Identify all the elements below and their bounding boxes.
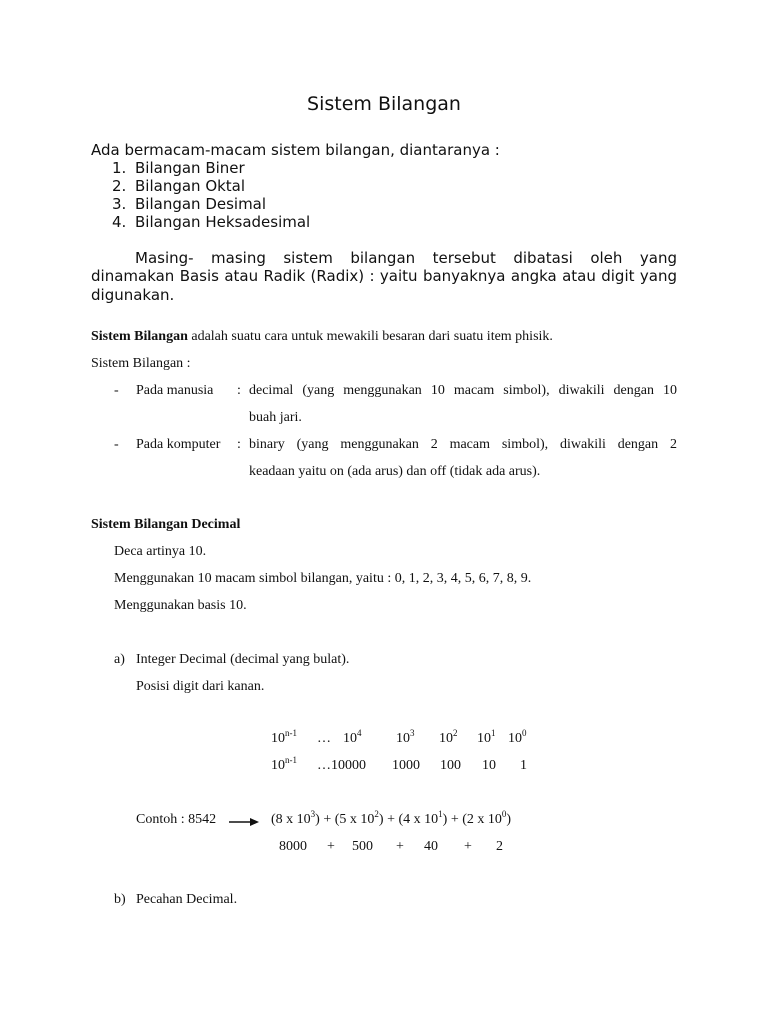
list-item: Bilangan Heksadesimal [135,213,311,231]
power-term: 10$^{n-1}$ [271,728,297,746]
power-term: $10^3$ [396,728,415,746]
definition-term: Sistem Bilangan [91,329,188,344]
item-label: Pada manusia [136,383,214,398]
subsection-marker: a) [114,652,125,667]
sum-operator: + [396,839,404,854]
item-description: decimal (yang menggunakan 10 macam simbol), diwakili dengan 10 [249,383,677,398]
example-label: Contoh : 8542 [136,812,217,827]
power-term: $10^1$ [477,728,496,746]
list-item-number: 4. [112,213,127,231]
paragraph-line: Masing- masing sistem bilangan tersebut dibatasi oleh yang [135,249,677,267]
sistem-heading: Sistem Bilangan : [91,356,191,371]
section-heading [91,517,240,533]
example-expansion: (8 x $10^3) + (5$ x $10^2) + (4$ x $10^1) + (2$ x $10^0$) [271,809,512,827]
paragraph-line: dinamakan Basis atau Radik (Radix) : yaitu banyaknya angka atau digit yang [91,267,677,285]
sum-term: 2 [496,839,503,854]
item-colon: : [237,383,241,398]
sum-term: 500 [352,839,373,854]
place-value: 1000 [392,758,420,773]
item-description: keadaan yaitu on (ada arus) dan off (tidak ada arus). [249,464,541,479]
decimal-line: Menggunakan basis 10. [114,598,247,613]
decimal-line: Menggunakan 10 macam simbol bilangan, yaitu : 0, 1, 2, 3, 4, 5, 6, 7, 8, 9. [114,571,532,586]
item-colon: : [237,437,241,452]
definition-text: adalah suatu cara untuk mewakili besaran dari suatu item phisik. [187,329,553,344]
section-heading-text: Sistem Bilangan Decimal [91,517,241,532]
definition-sentence [91,329,553,345]
power-ellipsis: … [317,731,331,746]
decimal-line: Deca artinya 10. [114,544,207,559]
list-item: Bilangan Biner [135,159,245,177]
subsection-title: Pecahan Decimal. [136,892,238,907]
page-title: Sistem Bilangan [307,93,461,115]
sum-operator: + [327,839,335,854]
power-term: $10^2$ [439,728,458,746]
item-label: Pada komputer [136,437,221,452]
list-item: Bilangan Oktal [135,177,246,195]
list-item-number: 3. [112,195,127,213]
right-arrow-icon [229,817,259,827]
paragraph-line: digunakan. [91,286,175,304]
place-value: 10 [482,758,496,773]
list-item-number: 2. [112,177,127,195]
item-description: binary (yang menggunakan 2 macam simbol), diwakili dengan 2 [249,437,677,452]
power-term: 10$^{n-1}$ [271,755,297,773]
power-term: $10^0$ [508,728,527,746]
list-item: Bilangan Desimal [135,195,267,213]
bullet-dash: - [114,437,119,452]
sum-term: 8000 [279,839,307,854]
bullet-dash: - [114,383,119,398]
intro-text: Ada bermacam-macam sistem bilangan, diantaranya : [91,141,500,159]
subsection-title: Integer Decimal (decimal yang bulat). [136,652,350,667]
list-item-number: 1. [112,159,127,177]
place-value: …10000 [317,758,366,773]
item-description: buah jari. [249,410,302,425]
power-term: $10^4$ [343,728,362,746]
place-value: 100 [440,758,461,773]
sum-term: 40 [424,839,438,854]
place-value: 1 [520,758,527,773]
subsection-note: Posisi digit dari kanan. [136,679,265,694]
subsection-marker: b) [114,892,126,907]
sum-operator: + [464,839,472,854]
